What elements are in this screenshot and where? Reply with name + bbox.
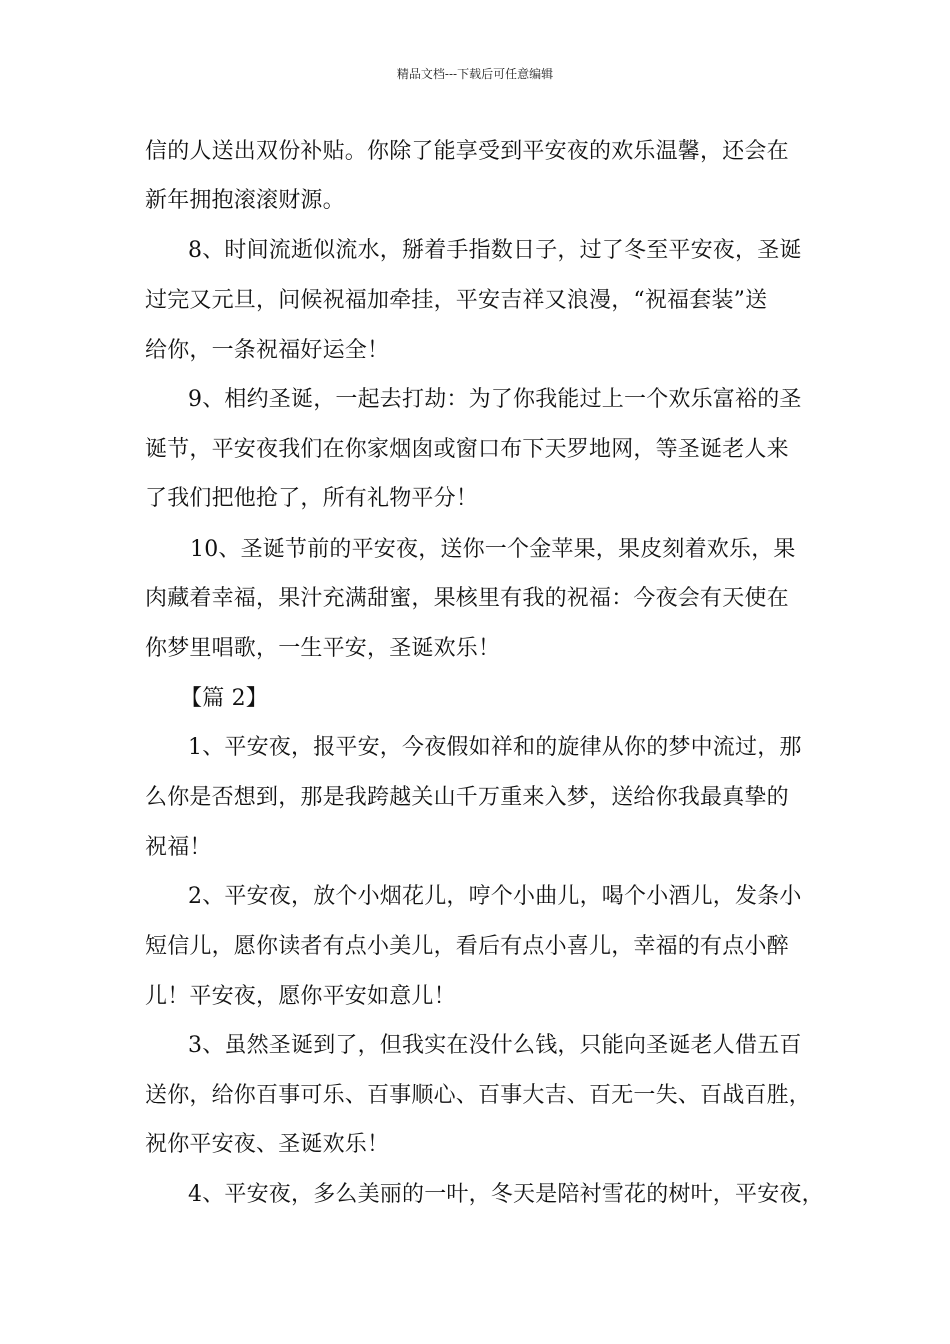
text-line: 9、相约圣诞，一起去打劫：为了你我能过上一个欢乐富裕的圣 (188, 387, 802, 412)
text-line: 诞节，平安夜我们在你家烟囱或窗口布下天罗地网，等圣诞老人来 (145, 437, 789, 462)
text-line: 短信儿，愿你读者有点小美儿，看后有点小喜儿，幸福的有点小醉 (145, 934, 789, 959)
text-line: 1、平安夜，报平安，今夜假如祥和的旋律从你的梦中流过，那 (188, 735, 802, 760)
text-line: 过完又元旦，问候祝福加牵挂，平安吉祥又浪漫，“祝福套装”送 (145, 288, 768, 313)
text-line: 信的人送出双份补贴。你除了能享受到平安夜的欢乐温馨，还会在 (145, 139, 789, 164)
text-line: 10、圣诞节前的平安夜，送你一个金苹果，果皮刻着欢乐，果 (190, 537, 796, 562)
text-line: 你梦里唱歌，一生平安，圣诞欢乐！ (145, 636, 501, 661)
text-line: 8、时间流逝似流水，掰着手指数日子，过了冬至平安夜，圣诞 (188, 238, 802, 263)
text-line: 祝你平安夜、圣诞欢乐！ (145, 1132, 390, 1157)
text-line: 儿！平安夜，愿你平安如意儿！ (145, 984, 456, 1009)
text-line: 4、平安夜，多么美丽的一叶，冬天是陪衬雪花的树叶，平安夜， (188, 1182, 824, 1207)
page-header: 精品文档---下载后可任意编辑 (396, 67, 554, 81)
text-line: 3、虽然圣诞到了，但我实在没什么钱，只能向圣诞老人借五百 (188, 1033, 802, 1058)
text-line: 了我们把他抢了，所有礼物平分！ (145, 486, 479, 511)
text-line: 新年拥抱滚滚财源。 (145, 188, 345, 213)
text-line: 2、平安夜，放个小烟花儿，哼个小曲儿，喝个小酒儿，发条小 (188, 884, 802, 909)
text-line: 给你，一条祝福好运全！ (145, 338, 390, 363)
text-line: 肉藏着幸福，果汁充满甜蜜，果核里有我的祝福：今夜会有天使在 (145, 586, 789, 611)
section-heading: 【篇 2】 (180, 686, 268, 711)
text-line: 祝福！ (145, 835, 212, 860)
text-line: 送你，给你百事可乐、百事顺心、百事大吉、百无一失、百战百胜， (145, 1083, 812, 1108)
text-line: 么你是否想到，那是我跨越关山千万重来入梦，送给你我最真挚的 (145, 785, 789, 810)
